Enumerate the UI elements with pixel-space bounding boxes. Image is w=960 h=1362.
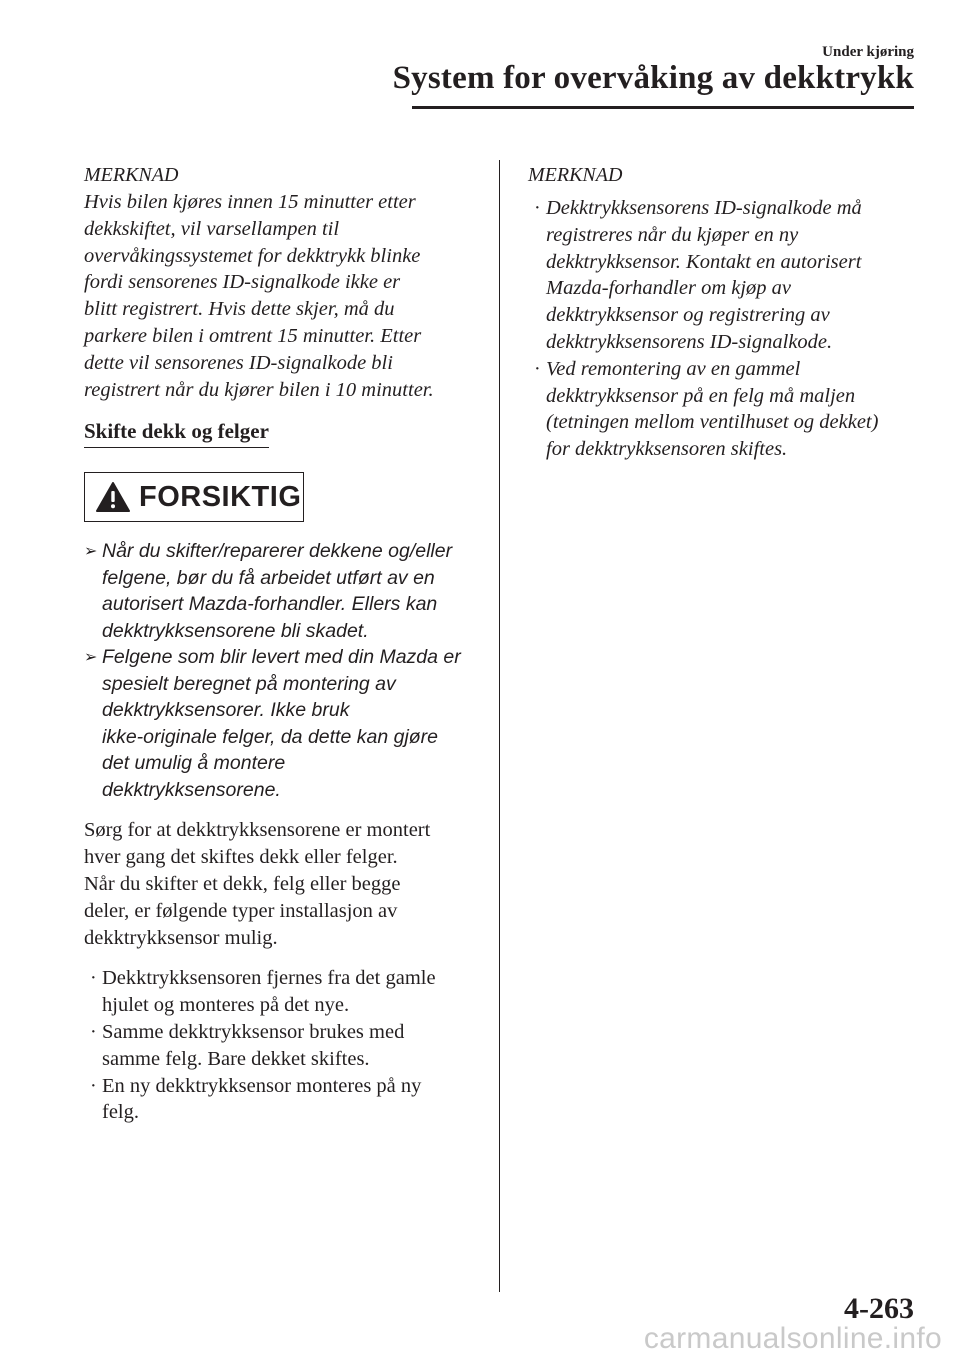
caution-item-text: Når du skifter/reparerer dekkene og/eller felgene, bør du få arbeidet utført av en autorisert Mazda-forhandler. Ellers kan dekktrykksensorene bli skadet. [102, 540, 453, 642]
caution-item [84, 644, 474, 803]
warning-triangle-icon [95, 481, 131, 513]
bullet-dot-icon: · [534, 197, 541, 219]
list-item-text: En ny dekktrykksensor monteres på ny felg. [102, 1074, 422, 1124]
list-item [90, 1073, 474, 1127]
page-number: 4-263 [844, 1292, 914, 1325]
arrowhead-marker-icon: ➢ [84, 541, 98, 561]
note-body: Hvis bilen kjøres innen 15 minutter etter dekkskiftet, vil varsellampen til overvåkingssystemet for dekktrykk blinke fordi sensorenes ID-signalkode ikke er blitt registrert. Hvis dette skjer, må du parkere bilen i omtrent 15 minutter. Etter dette vil sensorenes ID-signalkode bli registrert når du kjører bilen i 10 minutter. [84, 191, 434, 401]
body-paragraph: Sørg for at dekktrykksensorene er montert hver gang det skiftes dekk eller felger. Når du skifter et dekk, felg eller begge deler, er følgende typer installasjon av dekktrykksensor mulig. [84, 819, 431, 949]
right-column [528, 162, 918, 463]
header-rule [412, 106, 914, 109]
caution-box [84, 472, 304, 522]
arrowhead-marker-icon: ➢ [84, 647, 98, 667]
list-item [90, 1019, 474, 1073]
note-heading: MERKNAD [84, 164, 179, 186]
caution-item-text: Felgene som blir levert med din Mazda er spesielt beregnet på montering av dekktrykksensorer. Ikke bruk ikke-originale felger, da dette kan gjøre det umulig å montere dekktrykksensorene. [102, 646, 461, 801]
caution-label: FORSIKTIG [139, 480, 302, 513]
list-item [534, 356, 918, 463]
bullet-dot-icon: · [534, 357, 541, 380]
list-item-text: Samme dekktrykksensor brukes med samme felg. Bare dekket skiftes. [102, 1020, 405, 1070]
list-item [534, 195, 918, 356]
note-list [528, 195, 918, 463]
note-heading: MERKNAD [528, 164, 623, 186]
section-heading: Skifte dekk og felger [84, 417, 269, 448]
list-item-text: Ved remontering av en gammel dekktrykksensor på en felg må maljen (tetningen mellom ventilhuset og dekket) for dekktrykksensoren skiftes. [546, 357, 879, 461]
list-item-text: Dekktrykksensoren fjernes fra det gamle hjulet og monteres på det nye. [102, 967, 436, 1017]
bullet-dot-icon: · [90, 1020, 97, 1043]
list-item-text: Dekktrykksensorens ID-signalkode må registreres når du kjøper en ny dekktrykksensor. Kontakt en autorisert Mazda-forhandler om kjøp av dekktrykksensor og registrering av dekktrykksensorens ID-signalkode. [546, 197, 862, 353]
installation-list [84, 965, 474, 1126]
caution-item [84, 538, 474, 644]
column-divider [499, 160, 500, 1292]
left-column [84, 162, 474, 1126]
watermark: carmanualsonline.info [643, 1322, 942, 1355]
bullet-dot-icon: · [90, 967, 97, 990]
page-title: System for overvåking av dekktrykk [392, 60, 914, 96]
section-label: Under kjøring [822, 44, 914, 60]
list-item [90, 965, 474, 1019]
bullet-dot-icon: · [90, 1074, 97, 1097]
caution-list [84, 538, 474, 803]
